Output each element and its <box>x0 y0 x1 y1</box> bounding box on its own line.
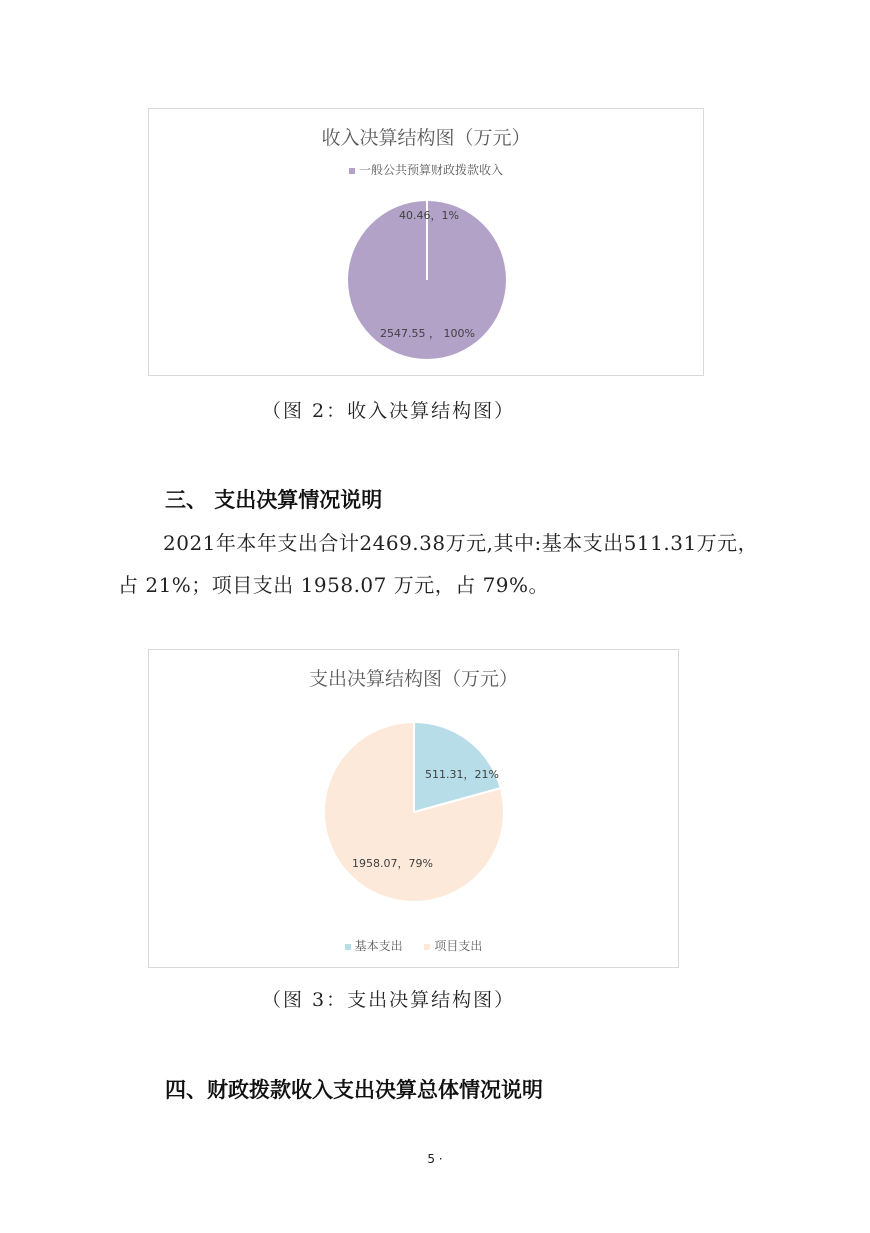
section-3-heading: 三、 支出决算情况说明 <box>165 488 383 512</box>
expenditure-chart-title: 支出决算结构图（万元） <box>308 668 518 690</box>
expenditure-chart-legend <box>149 937 678 954</box>
figure-2-caption: （图 2：收入决算结构图） <box>262 400 516 422</box>
income-pie <box>149 109 705 377</box>
legend-swatch <box>424 944 430 950</box>
data-label-basic: 511.31，21% <box>425 768 499 781</box>
section-4-heading: 四、财政拨款收入支出决算总体情况说明 <box>165 1078 543 1102</box>
legend-item-general-budget: 一般公共预算财政拨款收入 <box>349 163 503 177</box>
legend-item-project: 项目支出 <box>424 939 482 953</box>
legend-swatch <box>345 944 351 950</box>
expenditure-pie <box>149 650 680 969</box>
section-3-paragraph: 2021年本年支出合计2469.38万元,其中:基本支出511.31万元，占 21%；项目支出 1958.07 万元，占 79%。 <box>118 531 759 597</box>
page-number: 5 · <box>427 1152 443 1166</box>
data-label-top: 40.46，1% <box>399 209 459 222</box>
figure-3-caption: （图 3：支出决算结构图） <box>262 989 516 1011</box>
expenditure-chart <box>148 649 679 968</box>
legend-item-basic: 基本支出 <box>345 939 407 953</box>
income-chart <box>148 108 704 376</box>
income-chart-title: 收入决算结构图（万元） <box>321 127 531 149</box>
data-label-main: 2547.55 ， 100% <box>380 327 475 340</box>
data-label-project: 1958.07，79% <box>352 857 433 870</box>
